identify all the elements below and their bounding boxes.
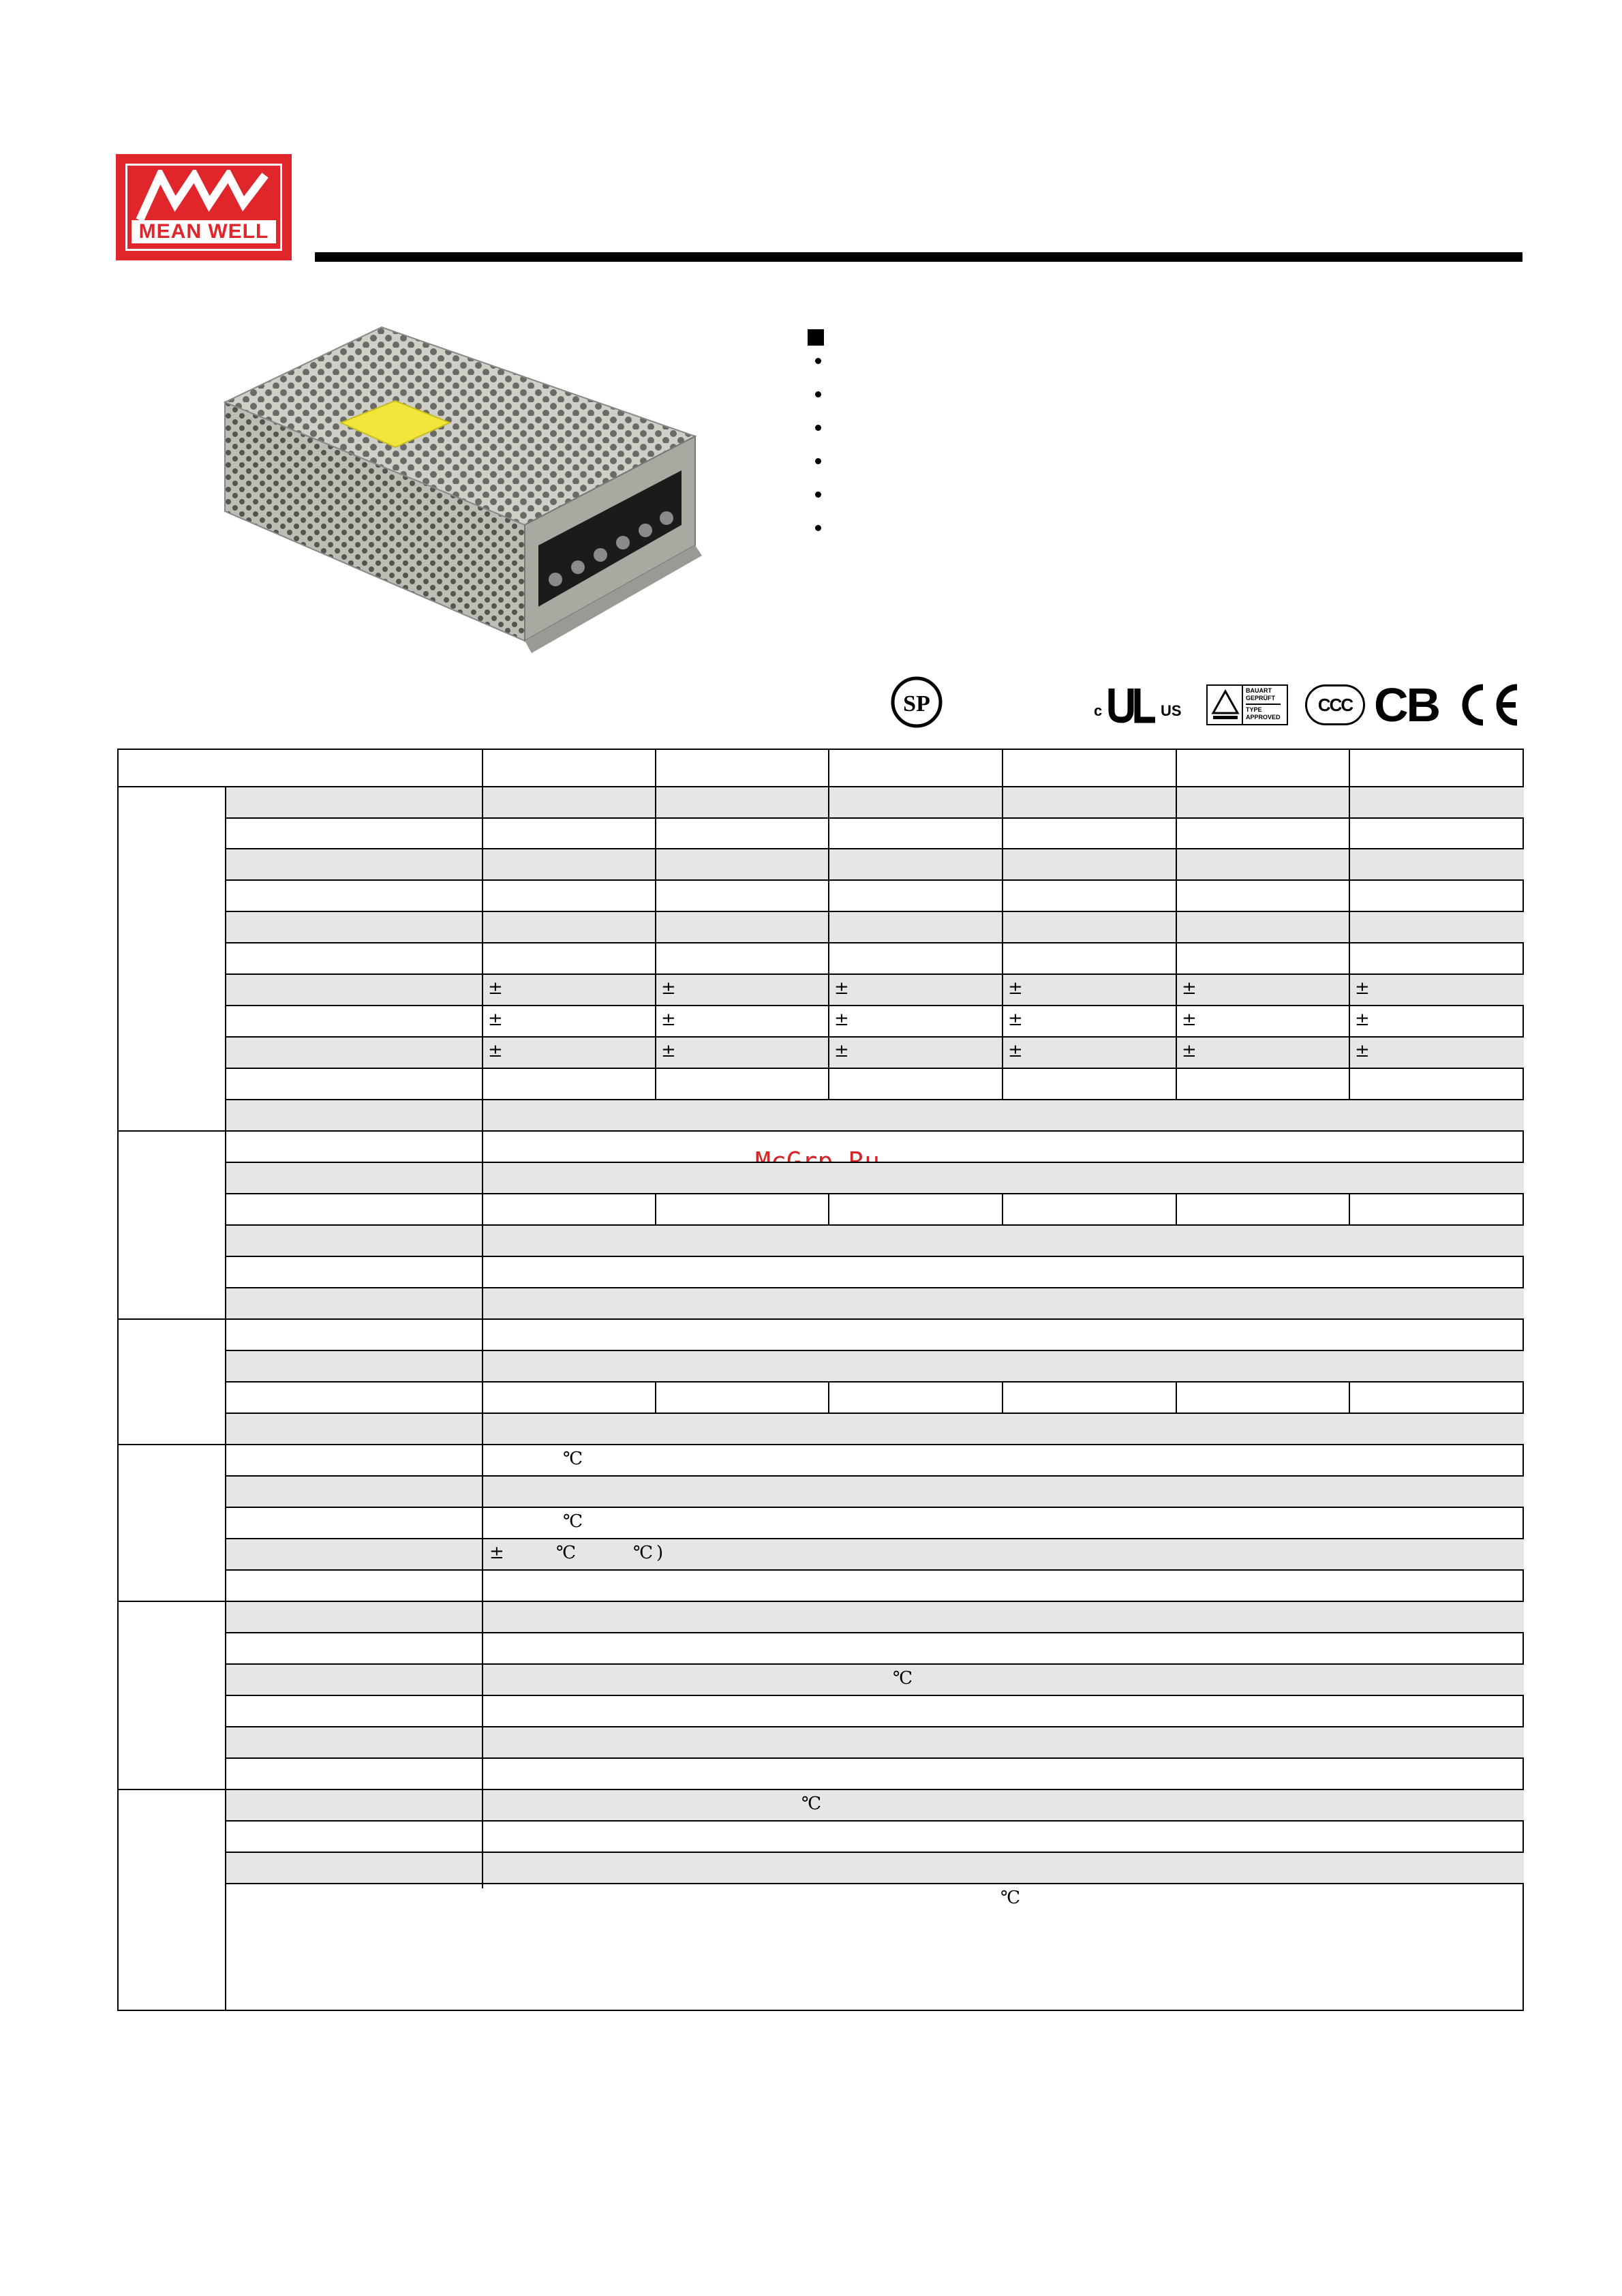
tolerance-sign: ± xyxy=(1182,1010,1197,1030)
model-column-divider xyxy=(1176,1194,1177,1225)
row-divider xyxy=(226,1820,1524,1822)
table-row-shade xyxy=(226,1727,1524,1758)
cert-us-text: US xyxy=(1161,702,1182,719)
row-divider xyxy=(226,1475,1524,1477)
csa-mark-icon xyxy=(889,675,944,729)
row-divider xyxy=(226,1695,1524,1696)
row-divider xyxy=(226,942,1524,943)
table-row-shade xyxy=(226,1100,1524,1131)
model-column-divider xyxy=(655,1194,656,1225)
model-column-divider xyxy=(828,1194,829,1225)
degree-celsius-symbol: ℃ xyxy=(893,1668,913,1689)
section-divider xyxy=(117,1318,1524,1320)
model-column-divider xyxy=(655,749,656,787)
feature-bullet xyxy=(815,358,821,364)
feature-bullet xyxy=(815,425,821,431)
row-divider xyxy=(226,1036,1524,1038)
features-heading-marker xyxy=(808,329,824,346)
tuv-text-4: APPROVED xyxy=(1246,714,1281,721)
svg-text:SP: SP xyxy=(903,691,930,716)
model-column-divider xyxy=(828,749,829,787)
feature-bullet xyxy=(815,391,821,397)
row-divider xyxy=(226,1162,1524,1163)
tolerance-sign: ± xyxy=(661,1041,676,1061)
row-divider xyxy=(226,1507,1524,1508)
title-rule xyxy=(315,252,1522,262)
tolerance-sign: ± xyxy=(1182,978,1197,999)
row-divider xyxy=(226,1287,1524,1288)
mw-logo-mark-icon xyxy=(134,170,275,224)
model-column-divider xyxy=(828,787,829,1100)
degree-celsius-symbol: ℃ xyxy=(633,1543,654,1563)
cb-mark: CB xyxy=(1374,678,1439,731)
section-divider xyxy=(117,1444,1524,1445)
tolerance-sign: ± xyxy=(1008,1010,1023,1030)
table-row-shade xyxy=(226,974,1524,1006)
feature-bullet xyxy=(815,458,821,464)
table-row-shade xyxy=(226,1852,1524,1884)
model-column-divider xyxy=(1002,1382,1003,1413)
row-divider xyxy=(226,1538,1524,1539)
tuv-text-3: TYPE xyxy=(1246,706,1262,713)
ru-mark-icon xyxy=(1105,683,1159,724)
row-divider xyxy=(226,1413,1524,1414)
tolerance-sign: ± xyxy=(661,978,676,999)
category-column-divider xyxy=(225,787,226,2011)
tuv-bauart-mark xyxy=(1206,684,1288,725)
degree-celsius-symbol: ℃ xyxy=(556,1543,577,1563)
row-divider xyxy=(226,1381,1524,1383)
table-row-shade xyxy=(226,1350,1524,1382)
row-divider xyxy=(226,817,1524,819)
tolerance-sign: ± xyxy=(1182,1041,1197,1061)
tolerance-sign: ± xyxy=(1355,1041,1370,1061)
degree-celsius-symbol: ℃ xyxy=(1000,1888,1021,1908)
model-column-divider xyxy=(1349,749,1350,787)
model-column-divider xyxy=(1176,1382,1177,1413)
row-divider xyxy=(226,1005,1524,1006)
row-divider xyxy=(226,973,1524,975)
tolerance-sign: ± xyxy=(1008,1041,1023,1061)
feature-bullet xyxy=(815,492,821,498)
model-column-divider xyxy=(1176,749,1177,787)
model-column-divider xyxy=(1002,1194,1003,1225)
model-column-divider xyxy=(1349,787,1350,1100)
cert-c-text: c xyxy=(1094,702,1103,719)
model-column-divider xyxy=(1002,787,1003,1100)
degree-celsius-symbol: ℃ xyxy=(801,1794,822,1814)
table-row-shade xyxy=(226,911,1524,943)
feature-bullet xyxy=(815,525,821,531)
cur-us-mark xyxy=(1094,683,1189,727)
section-divider xyxy=(117,1789,1524,1790)
row-divider xyxy=(226,1726,1524,1727)
logo-text: MEAN WELL xyxy=(132,220,276,243)
table-row-shade xyxy=(226,849,1524,880)
table-row-shade xyxy=(226,1476,1524,1507)
closing-parenthesis: ) xyxy=(656,1543,664,1563)
row-divider xyxy=(226,1883,1524,1884)
row-divider xyxy=(226,1757,1524,1759)
section-divider xyxy=(117,786,1524,787)
row-divider xyxy=(226,879,1524,881)
table-row-shade xyxy=(226,1789,1524,1821)
model-column-divider xyxy=(1176,787,1177,1100)
row-divider xyxy=(226,1256,1524,1257)
tolerance-sign: ± xyxy=(488,978,503,999)
label-column-divider xyxy=(482,749,483,1888)
tolerance-sign: ± xyxy=(488,1041,503,1061)
tuv-text-1: BAUART xyxy=(1246,687,1272,694)
row-divider xyxy=(226,1224,1524,1226)
row-divider xyxy=(226,1099,1524,1100)
row-divider xyxy=(226,1350,1524,1351)
model-column-divider xyxy=(828,1382,829,1413)
model-column-divider xyxy=(1002,749,1003,787)
tolerance-sign: ± xyxy=(661,1010,676,1030)
tolerance-sign: ± xyxy=(834,1010,849,1030)
model-column-divider xyxy=(1349,1194,1350,1225)
model-column-divider xyxy=(1349,1382,1350,1413)
table-row-shade xyxy=(226,1413,1524,1445)
tuv-text-2: GEPRÜFT xyxy=(1246,695,1276,701)
row-divider xyxy=(226,1193,1524,1194)
product-photo xyxy=(204,320,709,661)
row-divider xyxy=(226,1569,1524,1571)
table-row-shade xyxy=(226,1601,1524,1633)
tuv-triangle-icon xyxy=(1210,689,1240,721)
section-divider xyxy=(117,1130,1524,1132)
degree-celsius-symbol: ℃ xyxy=(563,1449,583,1469)
degree-celsius-symbol: ℃ xyxy=(563,1511,583,1532)
tolerance-sign: ± xyxy=(1008,978,1023,999)
row-divider xyxy=(226,911,1524,912)
row-divider xyxy=(226,848,1524,849)
logo-frame xyxy=(125,164,282,251)
table-row-shade xyxy=(226,787,1524,818)
row-divider xyxy=(226,1068,1524,1069)
section-divider xyxy=(117,1601,1524,1602)
ce-mark-icon xyxy=(1453,683,1521,727)
table-row-shade xyxy=(226,1664,1524,1695)
table-row-shade xyxy=(226,1288,1524,1319)
tolerance-sign: ± xyxy=(1355,1010,1370,1030)
model-column-divider xyxy=(655,787,656,1100)
ccc-mark: CCC xyxy=(1305,684,1365,725)
table-row-shade xyxy=(226,1539,1524,1570)
row-divider xyxy=(226,1852,1524,1853)
row-divider xyxy=(226,1632,1524,1633)
tolerance-sign: ± xyxy=(834,1041,849,1061)
tolerance-sign: ± xyxy=(834,978,849,999)
table-row-shade xyxy=(226,1225,1524,1256)
table-row-shade xyxy=(226,1162,1524,1194)
table-row-shade xyxy=(226,1037,1524,1068)
tolerance-sign: ± xyxy=(488,1010,503,1030)
row-divider xyxy=(226,1663,1524,1665)
tolerance-sign: ± xyxy=(1355,978,1370,999)
mean-well-logo xyxy=(116,154,292,260)
model-column-divider xyxy=(655,1382,656,1413)
tolerance-sign: ± xyxy=(489,1543,504,1563)
